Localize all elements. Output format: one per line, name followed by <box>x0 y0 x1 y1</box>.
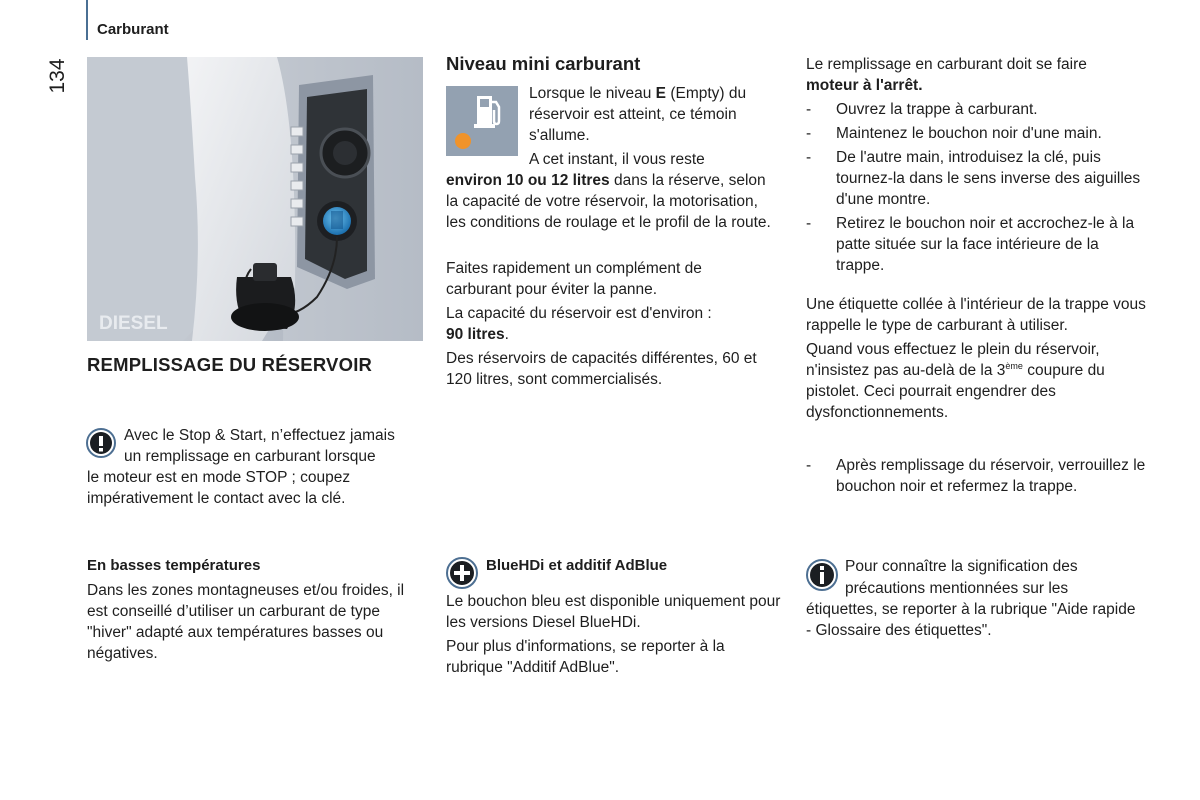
warning-text: le moteur est en mode STOP ; coupez impérativement le contact avec la clé. <box>87 469 351 507</box>
page-number: 134 <box>46 58 69 94</box>
adblue-heading: BlueHDi et additif AdBlue <box>486 557 668 574</box>
refuel-step: - De l'autre main, introduisez la clé, puis tournez-la dans le sens inverse des aiguilles d'une montre. <box>806 147 1146 210</box>
plus-icon <box>446 557 478 589</box>
section-title: Carburant <box>97 21 169 38</box>
fuel-level-paragraph-1: Lorsque le niveau E (Empty) du réservoir est atteint, ce témoin s'allume. <box>529 85 747 144</box>
fuel-flap-photo <box>87 57 423 341</box>
section-marker-bar <box>86 0 88 40</box>
cold-weather-heading: En basses températures <box>87 557 261 574</box>
refuel-steps-list <box>806 99 1146 279</box>
tank-capacity-paragraph: La capacité du réservoir est d'environ : 90 litres. <box>446 305 712 343</box>
refuel-step: - Après remplissage du réservoir, verrouillez le bouchon noir et refermez la trappe. <box>806 455 1146 497</box>
diesel-label: DIESEL <box>99 313 168 334</box>
refuel-step: - Ouvrez la trappe à carburant. <box>806 99 1146 120</box>
info-text: étiquettes, se reporter à la rubrique "Aide rapide - Glossaire des étiquettes". <box>806 601 1136 639</box>
refuel-step: - Maintenez le bouchon noir d'une main. <box>806 123 1146 144</box>
section-heading: REMPLISSAGE DU RÉSERVOIR <box>87 354 373 375</box>
fill-up-paragraph: Quand vous effectuez le plein du réservoir, n'insistez pas au-delà de la 3ème coupure du pistolet. Ceci pourrait engendrer des dysfonctionnements. <box>806 341 1105 421</box>
warning-line-2: un remplissage en carburant lorsque <box>124 448 376 465</box>
fuel-level-paragraph-2: environ 10 ou 12 litres dans la réserve, selon la capacité de votre réservoir, la motorisation, les conditions de roulage et le profil de la route. <box>446 172 771 231</box>
warning-line-1: Avec le Stop & Start, n’effectuez jamais <box>124 427 395 444</box>
after-refuel-list <box>806 455 1146 500</box>
fuel-level-paragraph-3: Faites rapidement un complément de carburant pour éviter la panne. <box>446 260 702 298</box>
fuel-level-paragraph-2-start: A cet instant, il vous reste <box>529 151 705 168</box>
exclamation-icon <box>86 428 116 458</box>
info-line-2: précautions mentionnées sur les <box>845 580 1069 597</box>
cold-weather-text: Dans les zones montagneuses et/ou froides, il est conseillé d’utiliser un carburant de type "hiver" adapté aux températures basses ou négatives. <box>87 582 405 662</box>
fuel-type-label-paragraph: Une étiquette collée à l'intérieur de la trappe vous rappelle le type de carburant à utiliser. <box>806 296 1146 334</box>
refuel-intro: Le remplissage en carburant doit se faire moteur à l'arrêt. <box>806 56 1087 94</box>
fuel-level-heading: Niveau mini carburant <box>446 53 641 74</box>
tank-variants-paragraph: Des réservoirs de capacités différentes, 60 et 120 litres, sont commercialisés. <box>446 350 757 388</box>
refuel-step: - Retirez le bouchon noir et accrochez-le à la patte située sur la face intérieure de la trappe. <box>806 213 1146 276</box>
adblue-paragraph-1: Le bouchon bleu est disponible uniquement pour les versions Diesel BlueHDi. <box>446 593 781 631</box>
adblue-paragraph-2: Pour plus d'informations, se reporter à la rubrique "Additif AdBlue". <box>446 638 725 676</box>
info-line-1: Pour connaître la signification des <box>845 558 1078 575</box>
fuel-warning-lamp <box>446 86 518 156</box>
info-icon <box>806 559 838 591</box>
